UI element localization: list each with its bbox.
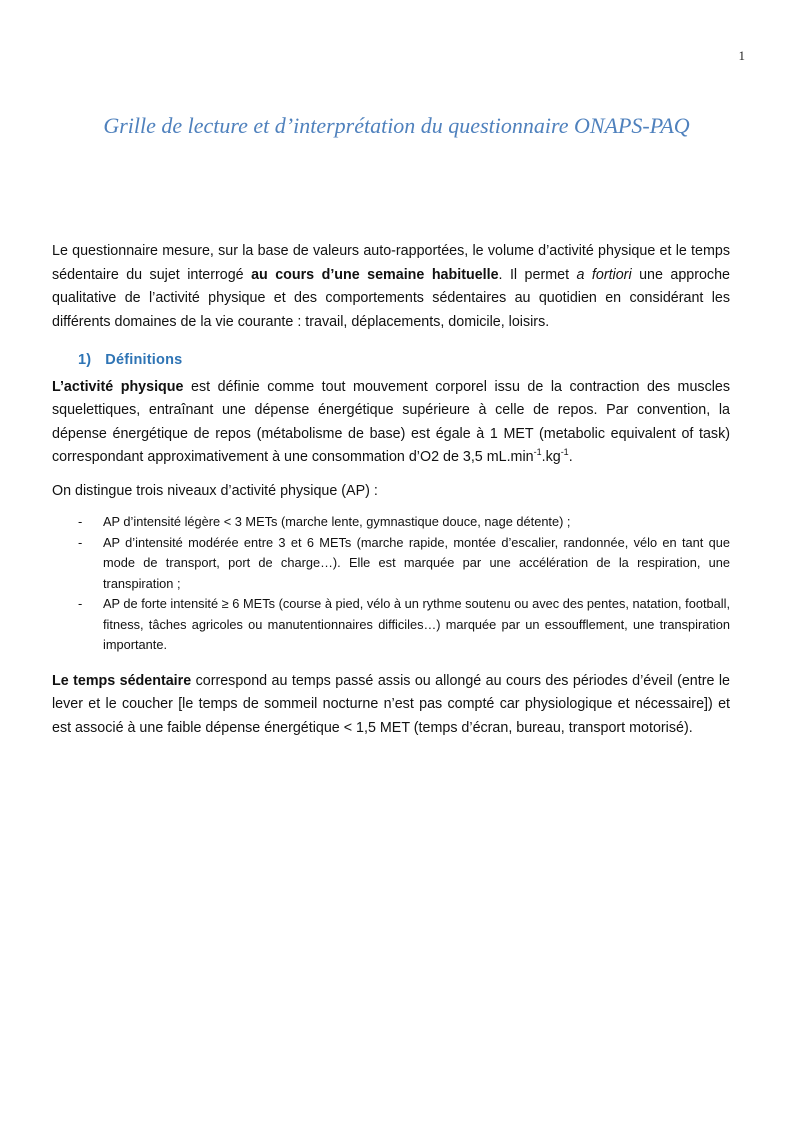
list-item-text: AP de forte intensité ≥ 6 METs (course à pied, vélo à un rythme soutenu ou avec des pentes, natation, football, fitness, tâches agricoles ou manutentionnaires difficiles…) marquée par un essoufflement, une transpiration importante.	[103, 596, 730, 652]
page-number: 1	[738, 48, 745, 63]
definition-ap-term: L’activité physique	[52, 378, 184, 395]
intro-bold: au cours d’une semaine habituelle	[251, 266, 499, 283]
unit-exponent-1: -1	[533, 447, 542, 458]
activity-levels-list	[52, 512, 730, 656]
list-dash: -	[78, 514, 83, 529]
section-number: 1)	[78, 352, 92, 368]
definition-sedentary-text: correspond au temps passé assis ou allongé au cours des périodes d’éveil (entre le lever et le coucher [le temps de sommeil nocturne n’est pas compté car physiologique et nécessaire]) et est associé à une faible dépense énergétique < 1,5 MET (temps d’écran, bureau, transport motorisé).	[52, 672, 730, 736]
definition-activite-physique	[52, 376, 730, 470]
unit-kg: .kg	[541, 449, 561, 465]
section-title: Définitions	[105, 352, 183, 368]
intro-italic: a fortiori	[576, 266, 632, 283]
definition-temps-sedentaire	[52, 670, 730, 741]
list-item-moderate	[78, 533, 730, 595]
intro-text-2: . Il permet	[498, 266, 577, 283]
unit-exponent-2: -1	[560, 447, 569, 458]
list-dash: -	[78, 534, 83, 550]
intro-text-1: Le questionnaire mesure, sur la base de valeurs auto-rapportées, le volume d’activité physique et le temps sédentaire du sujet interrogé	[52, 243, 730, 283]
definition-ap-text: est définie comme tout mouvement corporel issu de la contraction des muscles squelettiques, entraînant une dépense énergétique supérieure à celle de repos. Par convention, la dépense énergétique de repos (métabolisme de base) est égale à 1 MET (metabolic equivalent of task) correspondant approximativement à une consommation d’O2 de 3,5 mL.min	[52, 378, 730, 465]
definition-sedentary-term: Le temps sédentaire	[52, 672, 192, 689]
levels-intro: On distingue trois niveaux d’activité physique (AP) :	[52, 482, 378, 499]
list-item-vigorous	[78, 594, 730, 656]
intro-paragraph	[52, 240, 730, 334]
list-item-text: AP d’intensité légère < 3 METs (marche lente, gymnastique douce, nage détente) ;	[103, 514, 571, 529]
list-dash: -	[78, 596, 83, 611]
definition-ap-end: .	[568, 449, 573, 465]
list-item-text: AP d’intensité modérée entre 3 et 6 METs (marche rapide, montée d’escalier, randonnée, vélo en tant que mode de transport, port de charge…). Elle est marquée par une accélération de la respiration, une transpiration ;	[103, 534, 730, 591]
section-heading-definitions	[78, 349, 730, 373]
document-title: Grille de lecture et d’interprétation du questionnaire ONAPS-PAQ	[103, 113, 690, 138]
document-body	[52, 240, 730, 740]
intro-text-3: une approche qualitative de l’activité physique et des comportements sédentaires au quotidien en considérant les différents domaines de la vie courante : travail, déplacements, domicile, loisirs.	[52, 266, 730, 330]
list-item-light	[78, 512, 730, 533]
